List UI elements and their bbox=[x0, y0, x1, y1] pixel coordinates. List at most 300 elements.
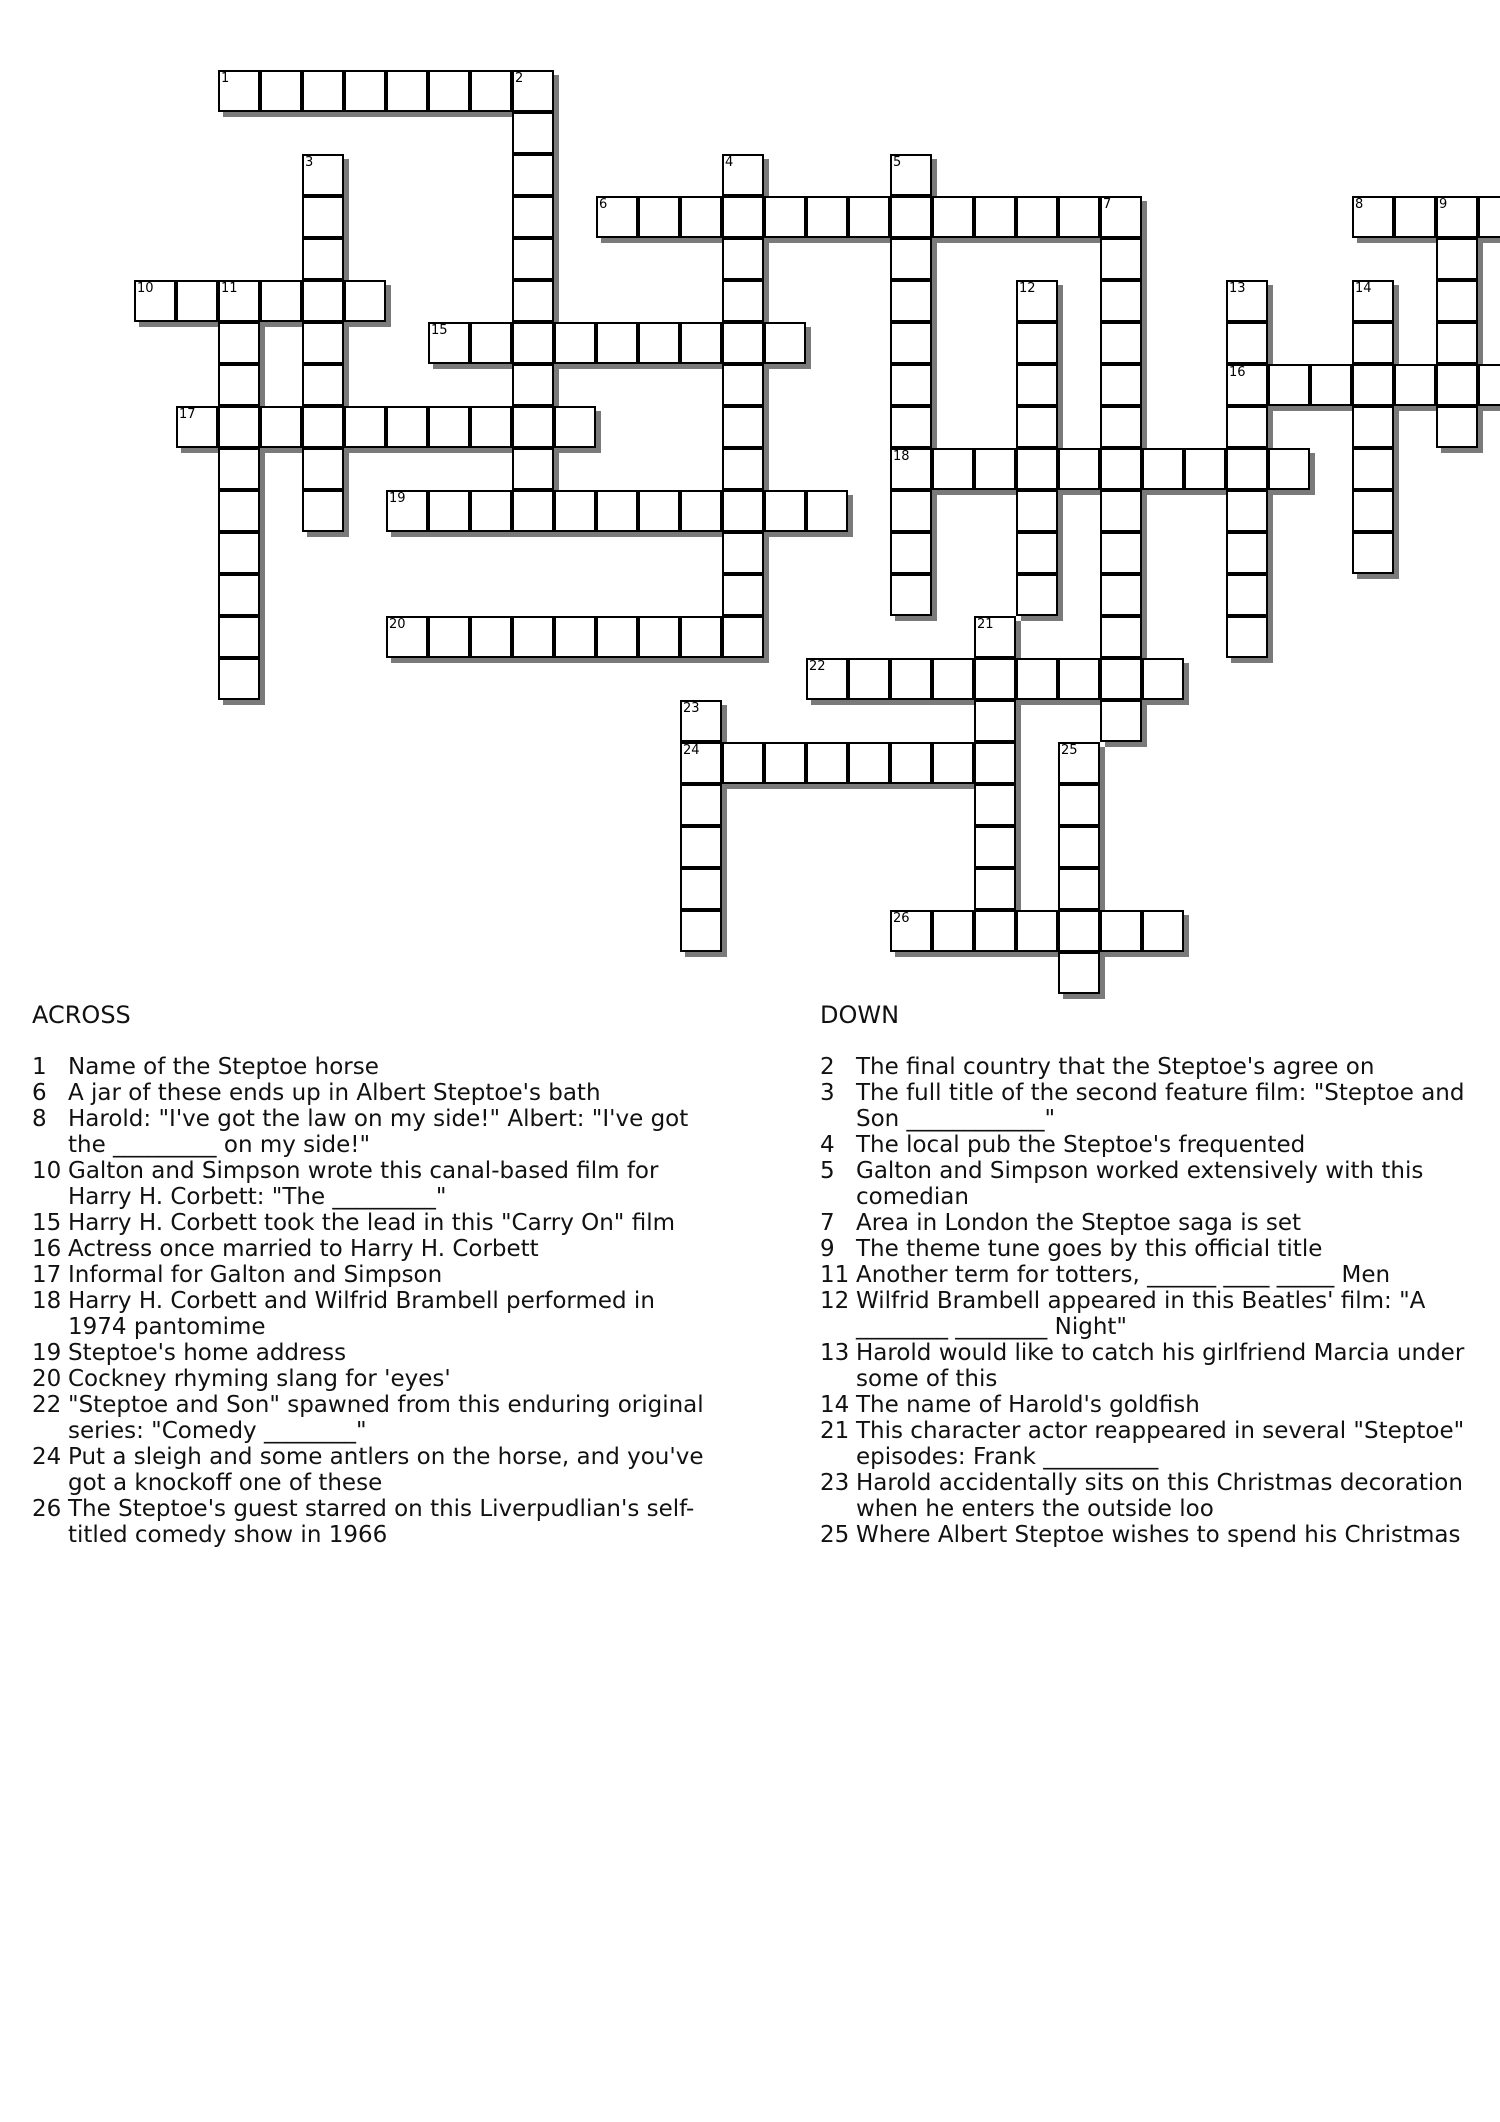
grid-cell[interactable] bbox=[680, 322, 722, 364]
grid-cell[interactable] bbox=[1100, 910, 1142, 952]
grid-cell[interactable] bbox=[1310, 364, 1352, 406]
cell-number: 26 bbox=[893, 911, 910, 926]
down-clue bbox=[820, 1132, 1500, 1158]
clue-text: The theme tune goes by this official title bbox=[856, 1236, 1323, 1262]
grid-cell[interactable] bbox=[890, 742, 932, 784]
grid-cell[interactable] bbox=[722, 406, 764, 448]
grid-cell[interactable] bbox=[344, 70, 386, 112]
grid-cell[interactable] bbox=[1100, 616, 1142, 658]
cell-number: 14 bbox=[1355, 281, 1372, 296]
clue-text: Harold would like to catch his girlfriend Marcia under some of this bbox=[856, 1340, 1465, 1392]
clue-text: The Steptoe's guest starred on this Liverpudlian's self-titled comedy show in 1966 bbox=[68, 1496, 695, 1548]
grid-cell[interactable] bbox=[974, 196, 1016, 238]
grid-cell[interactable] bbox=[722, 490, 764, 532]
grid-cell[interactable] bbox=[890, 280, 932, 322]
clue-text: The full title of the second feature film: "Steptoe and Son ____________" bbox=[856, 1080, 1465, 1132]
clue-number: 13 bbox=[820, 1340, 850, 1366]
grid-cell[interactable] bbox=[764, 322, 806, 364]
cell-number: 22 bbox=[809, 659, 826, 674]
clue-text: This character actor reappeared in several "Steptoe" episodes: Frank __________ bbox=[856, 1418, 1465, 1470]
across-clue bbox=[32, 1496, 712, 1548]
grid-cell[interactable] bbox=[1016, 280, 1058, 322]
across-clue-list bbox=[32, 1054, 712, 1548]
clue-text: A jar of these ends up in Albert Steptoe's bath bbox=[68, 1080, 601, 1106]
cell-number: 1 bbox=[221, 71, 230, 86]
grid-cell[interactable] bbox=[1352, 532, 1394, 574]
grid-cell[interactable] bbox=[1184, 448, 1226, 490]
grid-cell[interactable] bbox=[890, 658, 932, 700]
grid-cell[interactable] bbox=[1016, 658, 1058, 700]
grid-cell[interactable] bbox=[218, 532, 260, 574]
clue-number: 18 bbox=[32, 1288, 62, 1314]
grid-cell[interactable] bbox=[218, 616, 260, 658]
grid-cell[interactable] bbox=[1352, 406, 1394, 448]
grid-cell[interactable] bbox=[176, 280, 218, 322]
grid-cell[interactable] bbox=[974, 826, 1016, 868]
grid-cell[interactable] bbox=[806, 490, 848, 532]
grid-cell[interactable] bbox=[1226, 406, 1268, 448]
grid-cell[interactable] bbox=[1352, 490, 1394, 532]
clue-text: Harry H. Corbett and Wilfrid Brambell performed in 1974 pantomime bbox=[68, 1288, 655, 1340]
grid-cell[interactable] bbox=[680, 742, 722, 784]
cell-number: 24 bbox=[683, 743, 700, 758]
grid-cell[interactable] bbox=[1058, 448, 1100, 490]
grid-cell[interactable] bbox=[428, 406, 470, 448]
grid-cell[interactable] bbox=[764, 490, 806, 532]
grid-cell[interactable] bbox=[554, 322, 596, 364]
across-clue bbox=[32, 1106, 712, 1158]
grid-cell[interactable] bbox=[302, 280, 344, 322]
grid-cell[interactable] bbox=[470, 406, 512, 448]
grid-cell[interactable] bbox=[680, 616, 722, 658]
grid-cell[interactable] bbox=[554, 406, 596, 448]
grid-cell[interactable] bbox=[848, 742, 890, 784]
down-clue bbox=[820, 1262, 1500, 1288]
grid-cell[interactable] bbox=[1226, 574, 1268, 616]
grid-cell[interactable] bbox=[512, 196, 554, 238]
grid-cell[interactable] bbox=[1100, 658, 1142, 700]
cell-number: 17 bbox=[179, 407, 196, 422]
grid-cell[interactable] bbox=[218, 406, 260, 448]
grid-cell[interactable] bbox=[932, 742, 974, 784]
grid-cell[interactable] bbox=[638, 322, 680, 364]
grid-cell[interactable] bbox=[848, 658, 890, 700]
grid-cell[interactable] bbox=[470, 490, 512, 532]
cell-number: 3 bbox=[305, 155, 314, 170]
clue-number: 21 bbox=[820, 1418, 850, 1444]
grid-cell[interactable] bbox=[1436, 322, 1478, 364]
grid-cell[interactable] bbox=[1226, 280, 1268, 322]
grid-cell[interactable] bbox=[806, 196, 848, 238]
grid-cell[interactable] bbox=[512, 112, 554, 154]
grid-cell[interactable] bbox=[1100, 322, 1142, 364]
grid-cell[interactable] bbox=[890, 574, 932, 616]
grid-cell[interactable] bbox=[596, 490, 638, 532]
clue-number: 3 bbox=[820, 1080, 835, 1106]
clue-text: Name of the Steptoe horse bbox=[68, 1054, 379, 1080]
grid-cell[interactable] bbox=[1478, 364, 1500, 406]
grid-cell[interactable] bbox=[1016, 490, 1058, 532]
grid-cell[interactable] bbox=[1226, 616, 1268, 658]
grid-cell[interactable] bbox=[1100, 574, 1142, 616]
grid-cell[interactable] bbox=[806, 742, 848, 784]
grid-cell[interactable] bbox=[680, 196, 722, 238]
grid-cell[interactable] bbox=[722, 616, 764, 658]
across-clue bbox=[32, 1158, 712, 1210]
grid-cell[interactable] bbox=[638, 616, 680, 658]
grid-cell[interactable] bbox=[890, 154, 932, 196]
grid-cell[interactable] bbox=[722, 196, 764, 238]
across-clue bbox=[32, 1080, 712, 1106]
cell-number: 16 bbox=[1229, 365, 1246, 380]
across-clue bbox=[32, 1210, 712, 1236]
grid-cell[interactable] bbox=[848, 196, 890, 238]
cell-number: 11 bbox=[221, 281, 238, 296]
grid-cell[interactable] bbox=[1016, 196, 1058, 238]
grid-cell[interactable] bbox=[218, 280, 260, 322]
grid-cell[interactable] bbox=[1058, 910, 1100, 952]
grid-cell[interactable] bbox=[428, 490, 470, 532]
clue-number: 17 bbox=[32, 1262, 62, 1288]
cell-number: 8 bbox=[1355, 197, 1364, 212]
grid-cell[interactable] bbox=[974, 616, 1016, 658]
grid-cell[interactable] bbox=[428, 616, 470, 658]
grid-cell[interactable] bbox=[218, 448, 260, 490]
clue-text: Galton and Simpson worked extensively with this comedian bbox=[856, 1158, 1424, 1210]
clue-number: 20 bbox=[32, 1366, 62, 1392]
grid-cell[interactable] bbox=[1226, 532, 1268, 574]
grid-cell[interactable] bbox=[1226, 322, 1268, 364]
clue-number: 24 bbox=[32, 1444, 62, 1470]
clue-number: 11 bbox=[820, 1262, 850, 1288]
cell-number: 20 bbox=[389, 617, 406, 632]
grid-cell[interactable] bbox=[1100, 700, 1142, 742]
grid-cell[interactable] bbox=[890, 448, 932, 490]
grid-cell[interactable] bbox=[722, 322, 764, 364]
cell-number: 6 bbox=[599, 197, 608, 212]
grid-cell[interactable] bbox=[386, 616, 428, 658]
grid-cell[interactable] bbox=[1100, 196, 1142, 238]
grid-cell[interactable] bbox=[1226, 364, 1268, 406]
grid-cell[interactable] bbox=[638, 490, 680, 532]
down-clue bbox=[820, 1158, 1500, 1210]
grid-cell[interactable] bbox=[1394, 196, 1436, 238]
grid-cell[interactable] bbox=[974, 658, 1016, 700]
grid-cell[interactable] bbox=[680, 910, 722, 952]
grid-cell[interactable] bbox=[554, 616, 596, 658]
grid-cell[interactable] bbox=[302, 196, 344, 238]
grid-cell[interactable] bbox=[1100, 280, 1142, 322]
grid-cell[interactable] bbox=[1100, 448, 1142, 490]
grid-cell[interactable] bbox=[1226, 490, 1268, 532]
down-clue bbox=[820, 1418, 1500, 1470]
cell-number: 15 bbox=[431, 323, 448, 338]
grid-cell[interactable] bbox=[512, 364, 554, 406]
grid-cell[interactable] bbox=[1016, 448, 1058, 490]
grid-cell[interactable] bbox=[302, 322, 344, 364]
grid-cell[interactable] bbox=[512, 448, 554, 490]
grid-cell[interactable] bbox=[512, 406, 554, 448]
clue-text: Steptoe's home address bbox=[68, 1340, 347, 1366]
grid-cell[interactable] bbox=[1016, 364, 1058, 406]
grid-cell[interactable] bbox=[722, 574, 764, 616]
grid-cell[interactable] bbox=[386, 490, 428, 532]
clue-text: Another term for totters, ______ ____ _____ Men bbox=[856, 1262, 1391, 1288]
grid-cell[interactable] bbox=[890, 910, 932, 952]
grid-cell[interactable] bbox=[974, 868, 1016, 910]
grid-cell[interactable] bbox=[1058, 868, 1100, 910]
grid-cell[interactable] bbox=[1268, 364, 1310, 406]
clue-number: 25 bbox=[820, 1522, 850, 1548]
grid-cell[interactable] bbox=[1058, 742, 1100, 784]
grid-cell[interactable] bbox=[1142, 448, 1184, 490]
grid-cell[interactable] bbox=[680, 700, 722, 742]
grid-cell[interactable] bbox=[260, 70, 302, 112]
grid-cell[interactable] bbox=[218, 70, 260, 112]
grid-cell[interactable] bbox=[1100, 238, 1142, 280]
grid-cell[interactable] bbox=[806, 658, 848, 700]
cell-number: 4 bbox=[725, 155, 734, 170]
grid-cell[interactable] bbox=[470, 70, 512, 112]
down-clue bbox=[820, 1522, 1500, 1548]
grid-cell[interactable] bbox=[218, 364, 260, 406]
grid-cell[interactable] bbox=[302, 70, 344, 112]
grid-cell[interactable] bbox=[974, 742, 1016, 784]
grid-cell[interactable] bbox=[302, 448, 344, 490]
grid-cell[interactable] bbox=[176, 406, 218, 448]
grid-cell[interactable] bbox=[596, 196, 638, 238]
clue-text: Harold: "I've got the law on my side!" Albert: "I've got the _________ on my side!" bbox=[68, 1106, 689, 1158]
clue-text: Put a sleigh and some antlers on the horse, and you've got a knockoff one of these bbox=[68, 1444, 704, 1496]
clue-text: Where Albert Steptoe wishes to spend his Christmas bbox=[856, 1522, 1461, 1548]
grid-cell[interactable] bbox=[974, 700, 1016, 742]
grid-cell[interactable] bbox=[596, 322, 638, 364]
grid-cell[interactable] bbox=[1436, 406, 1478, 448]
grid-cell[interactable] bbox=[1352, 448, 1394, 490]
grid-cell[interactable] bbox=[932, 910, 974, 952]
grid-cell[interactable] bbox=[1016, 910, 1058, 952]
down-clue bbox=[820, 1080, 1500, 1132]
clue-number: 10 bbox=[32, 1158, 62, 1184]
clue-number: 14 bbox=[820, 1392, 850, 1418]
grid-cell[interactable] bbox=[1436, 364, 1478, 406]
clue-number: 16 bbox=[32, 1236, 62, 1262]
grid-cell[interactable] bbox=[1352, 280, 1394, 322]
cell-number: 2 bbox=[515, 71, 524, 86]
grid-cell[interactable] bbox=[512, 322, 554, 364]
grid-cell[interactable] bbox=[1436, 196, 1478, 238]
grid-cell[interactable] bbox=[680, 826, 722, 868]
grid-cell[interactable] bbox=[722, 238, 764, 280]
down-clue-list bbox=[820, 1054, 1500, 1548]
clue-number: 12 bbox=[820, 1288, 850, 1314]
grid-cell[interactable] bbox=[512, 238, 554, 280]
clue-text: Cockney rhyming slang for 'eyes' bbox=[68, 1366, 451, 1392]
grid-cell[interactable] bbox=[1352, 364, 1394, 406]
down-clue bbox=[820, 1236, 1500, 1262]
grid-cell[interactable] bbox=[722, 742, 764, 784]
grid-cell[interactable] bbox=[1058, 196, 1100, 238]
grid-cell[interactable] bbox=[302, 364, 344, 406]
grid-cell[interactable] bbox=[1352, 322, 1394, 364]
cell-number: 19 bbox=[389, 491, 406, 506]
cell-number: 12 bbox=[1019, 281, 1036, 296]
grid-cell[interactable] bbox=[260, 406, 302, 448]
clue-number: 6 bbox=[32, 1080, 47, 1106]
clue-number: 19 bbox=[32, 1340, 62, 1366]
grid-cell[interactable] bbox=[512, 490, 554, 532]
grid-cell[interactable] bbox=[302, 154, 344, 196]
cell-number: 9 bbox=[1439, 197, 1448, 212]
clue-number: 2 bbox=[820, 1054, 835, 1080]
grid-cell[interactable] bbox=[1478, 196, 1500, 238]
grid-cell[interactable] bbox=[344, 406, 386, 448]
down-clue bbox=[820, 1210, 1500, 1236]
grid-cell[interactable] bbox=[134, 280, 176, 322]
grid-cell[interactable] bbox=[554, 490, 596, 532]
cell-number: 23 bbox=[683, 701, 700, 716]
down-clue bbox=[820, 1392, 1500, 1418]
down-clue bbox=[820, 1470, 1500, 1522]
grid-cell[interactable] bbox=[1142, 910, 1184, 952]
grid-cell[interactable] bbox=[764, 742, 806, 784]
grid-cell[interactable] bbox=[974, 910, 1016, 952]
grid-cell[interactable] bbox=[932, 658, 974, 700]
grid-cell[interactable] bbox=[428, 70, 470, 112]
grid-cell[interactable] bbox=[722, 154, 764, 196]
grid-cell[interactable] bbox=[1436, 280, 1478, 322]
grid-cell[interactable] bbox=[1226, 448, 1268, 490]
clue-text: Galton and Simpson wrote this canal-based film for Harry H. Corbett: "The _________" bbox=[68, 1158, 659, 1210]
grid-cell[interactable] bbox=[890, 322, 932, 364]
across-clue bbox=[32, 1236, 712, 1262]
grid-cell[interactable] bbox=[1100, 532, 1142, 574]
clue-number: 9 bbox=[820, 1236, 835, 1262]
grid-cell[interactable] bbox=[1352, 196, 1394, 238]
grid-cell[interactable] bbox=[302, 238, 344, 280]
grid-cell[interactable] bbox=[1016, 406, 1058, 448]
clue-number: 15 bbox=[32, 1210, 62, 1236]
across-clue bbox=[32, 1262, 712, 1288]
across-clue bbox=[32, 1366, 712, 1392]
grid-cell[interactable] bbox=[386, 70, 428, 112]
grid-cell[interactable] bbox=[344, 280, 386, 322]
clue-text: The local pub the Steptoe's frequented bbox=[856, 1132, 1306, 1158]
down-clue bbox=[820, 1054, 1500, 1080]
grid-cell[interactable] bbox=[1058, 826, 1100, 868]
cell-number: 21 bbox=[977, 617, 994, 632]
grid-cell[interactable] bbox=[512, 616, 554, 658]
grid-cell[interactable] bbox=[512, 70, 554, 112]
grid-cell[interactable] bbox=[890, 196, 932, 238]
grid-cell[interactable] bbox=[260, 280, 302, 322]
grid-cell[interactable] bbox=[890, 364, 932, 406]
grid-cell[interactable] bbox=[890, 238, 932, 280]
grid-cell[interactable] bbox=[428, 322, 470, 364]
grid-cell[interactable] bbox=[890, 490, 932, 532]
grid-cell[interactable] bbox=[680, 490, 722, 532]
down-clue bbox=[820, 1288, 1500, 1340]
grid-cell[interactable] bbox=[722, 280, 764, 322]
grid-cell[interactable] bbox=[1016, 574, 1058, 616]
grid-cell[interactable] bbox=[218, 658, 260, 700]
grid-cell[interactable] bbox=[932, 448, 974, 490]
across-clues-section bbox=[32, 1000, 712, 1548]
grid-cell[interactable] bbox=[722, 448, 764, 490]
grid-cell[interactable] bbox=[1058, 784, 1100, 826]
clue-number: 1 bbox=[32, 1054, 47, 1080]
grid-cell[interactable] bbox=[680, 784, 722, 826]
grid-cell[interactable] bbox=[722, 532, 764, 574]
grid-cell[interactable] bbox=[974, 784, 1016, 826]
grid-cell[interactable] bbox=[218, 490, 260, 532]
clue-text: Wilfrid Brambell appeared in this Beatles' film: "A ________ ________ Night" bbox=[856, 1288, 1426, 1340]
across-clue bbox=[32, 1340, 712, 1366]
grid-cell[interactable] bbox=[302, 490, 344, 532]
across-clue bbox=[32, 1444, 712, 1496]
grid-cell[interactable] bbox=[1100, 490, 1142, 532]
grid-cell[interactable] bbox=[680, 868, 722, 910]
grid-cell[interactable] bbox=[1268, 448, 1310, 490]
grid-cell[interactable] bbox=[1100, 406, 1142, 448]
grid-cell[interactable] bbox=[1436, 238, 1478, 280]
down-clue bbox=[820, 1340, 1500, 1392]
grid-cell[interactable] bbox=[596, 616, 638, 658]
across-heading: ACROSS bbox=[32, 1001, 131, 1029]
across-clue bbox=[32, 1288, 712, 1340]
clue-text: Harry H. Corbett took the lead in this "Carry On" film bbox=[68, 1210, 675, 1236]
grid-cell[interactable] bbox=[890, 406, 932, 448]
grid-cell[interactable] bbox=[1142, 658, 1184, 700]
cell-number: 5 bbox=[893, 155, 902, 170]
clue-text: Informal for Galton and Simpson bbox=[68, 1262, 443, 1288]
down-heading: DOWN bbox=[820, 1001, 900, 1029]
grid-cell[interactable] bbox=[1058, 658, 1100, 700]
clue-number: 26 bbox=[32, 1496, 62, 1522]
grid-cell[interactable] bbox=[1394, 364, 1436, 406]
down-clues-section bbox=[820, 1000, 1500, 1548]
clue-number: 22 bbox=[32, 1392, 62, 1418]
grid-cell[interactable] bbox=[512, 154, 554, 196]
clue-text: Actress once married to Harry H. Corbett bbox=[68, 1236, 539, 1262]
crossword-grid bbox=[0, 0, 1500, 990]
grid-cell[interactable] bbox=[470, 322, 512, 364]
clue-number: 8 bbox=[32, 1106, 47, 1132]
grid-cell[interactable] bbox=[218, 322, 260, 364]
grid-cell[interactable] bbox=[722, 364, 764, 406]
grid-cell[interactable] bbox=[932, 196, 974, 238]
grid-cell[interactable] bbox=[1016, 322, 1058, 364]
grid-cell[interactable] bbox=[386, 406, 428, 448]
grid-cell[interactable] bbox=[764, 196, 806, 238]
grid-cell[interactable] bbox=[218, 574, 260, 616]
grid-cell[interactable] bbox=[512, 280, 554, 322]
grid-cell[interactable] bbox=[890, 532, 932, 574]
grid-cell[interactable] bbox=[974, 448, 1016, 490]
grid-cell[interactable] bbox=[302, 406, 344, 448]
clue-text: The name of Harold's goldfish bbox=[856, 1392, 1200, 1418]
grid-cell[interactable] bbox=[1058, 952, 1100, 994]
grid-cell[interactable] bbox=[638, 196, 680, 238]
grid-cell[interactable] bbox=[1100, 364, 1142, 406]
cell-number: 7 bbox=[1103, 197, 1112, 212]
grid-cell[interactable] bbox=[1016, 532, 1058, 574]
clue-text: Harold accidentally sits on this Christmas decoration when he enters the outside loo bbox=[856, 1470, 1463, 1522]
clue-text: Area in London the Steptoe saga is set bbox=[856, 1210, 1302, 1236]
clue-number: 4 bbox=[820, 1132, 835, 1158]
across-clue bbox=[32, 1392, 712, 1444]
grid-cell[interactable] bbox=[470, 616, 512, 658]
